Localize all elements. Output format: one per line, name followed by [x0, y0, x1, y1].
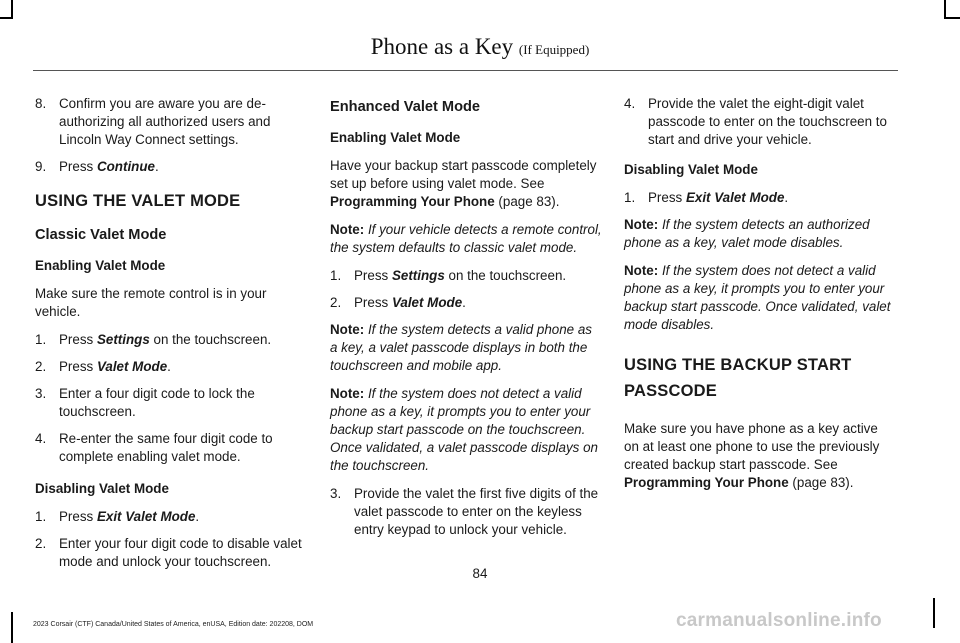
list-text: Press — [354, 268, 392, 283]
header-divider — [33, 70, 898, 71]
list-item — [35, 95, 307, 149]
menu-term: Settings — [96, 332, 150, 347]
list-number: 9. — [35, 159, 47, 174]
paragraph-text: (page 83). — [494, 194, 560, 209]
list-text: . — [154, 159, 159, 174]
paragraph: Make sure the remote control is in your vehicle. — [35, 286, 267, 319]
crop-mark-top-right-vertical — [944, 0, 946, 18]
note-label: Note: — [624, 217, 659, 232]
list-item — [624, 95, 896, 149]
list-text: Press — [59, 159, 97, 174]
subsection-heading: Enhanced Valet Mode — [330, 99, 481, 115]
list-number: 1. — [35, 332, 47, 347]
list-item — [330, 485, 602, 539]
page-title-main: Phone as a Key — [370, 34, 514, 59]
list-item — [35, 508, 307, 526]
list-text: . — [167, 359, 171, 374]
crop-mark-bottom-right-vertical — [933, 598, 935, 628]
list-number: 3. — [35, 386, 47, 401]
list-number: 2. — [35, 359, 47, 374]
subsection-heading: Classic Valet Mode — [35, 227, 167, 243]
list-item — [330, 267, 602, 285]
section-heading-line: PASSCODE — [624, 382, 717, 400]
list-text: . — [462, 295, 466, 310]
crop-mark-top-right-horizontal — [944, 17, 960, 19]
note-label: Note: — [330, 386, 365, 401]
note — [330, 321, 602, 375]
list-number: 1. — [35, 509, 47, 524]
list-text: Press — [354, 295, 392, 310]
note-label: Note: — [624, 263, 659, 278]
list-text: . — [784, 190, 789, 205]
list-text: Press — [59, 359, 97, 374]
list-text: Confirm you are aware you are de-authorizing all authorized users and Lincoln Way Connect settings. — [59, 96, 271, 147]
list-number: 3. — [330, 486, 342, 501]
list-text: Enter a four digit code to lock the touchscreen. — [59, 386, 255, 419]
note — [624, 262, 896, 334]
note — [330, 221, 602, 257]
page-title-suffix: (If Equipped) — [518, 42, 590, 57]
list-number: 2. — [35, 536, 47, 551]
note-label: Note: — [330, 222, 365, 237]
list-item — [35, 331, 307, 349]
procedure-heading: Enabling Valet Mode — [330, 130, 461, 145]
procedure-heading: Enabling Valet Mode — [35, 258, 166, 273]
crop-mark-top-left-horizontal — [0, 17, 13, 19]
paragraph — [330, 157, 602, 211]
menu-term: Settings — [391, 268, 445, 283]
menu-term: Exit Valet Mode — [685, 190, 785, 205]
list-text: Provide the valet the eight-digit valet passcode to enter on the touchscreen to start and drive your vehicle. — [648, 96, 887, 147]
page-number: 84 — [472, 566, 488, 581]
section-heading: USING THE VALET MODE — [35, 192, 241, 210]
list-item — [35, 158, 307, 176]
menu-term: Valet Mode — [96, 359, 168, 374]
procedure-heading: Disabling Valet Mode — [35, 481, 169, 496]
list-text: . — [195, 509, 200, 524]
list-item — [35, 358, 307, 376]
list-item — [35, 385, 307, 421]
page-title — [0, 34, 960, 60]
note-text: If the system does not detect a valid phone as a key, it prompts you to enter your backup start passcode on the touchscreen. Once validated, a valet passcode displays on the touchscreen. — [330, 386, 598, 473]
note-text: If your vehicle detects a remote control, the system defaults to classic valet mode. — [330, 222, 602, 255]
list-text: on the touchscreen. — [149, 332, 272, 347]
list-text: Press — [648, 190, 686, 205]
menu-term: Valet Mode — [391, 295, 463, 310]
menu-term: Exit Valet Mode — [96, 509, 196, 524]
list-text: Provide the valet the first five digits of the valet passcode to enter on the keyless entry keypad to unlock your vehicle. — [354, 486, 599, 537]
list-text: on the touchscreen. — [444, 268, 567, 283]
cross-reference-link[interactable]: Programming Your Phone — [624, 475, 789, 490]
note-label: Note: — [330, 322, 365, 337]
paragraph-text: (page 83). — [788, 475, 854, 490]
list-item — [35, 430, 307, 466]
paragraph-text: Have your backup start passcode completely set up before using valet mode. See — [330, 158, 597, 191]
section-heading-line: USING THE BACKUP START — [624, 356, 852, 374]
note-text: If the system detects a valid phone as a key, a valet passcode displays in both the touchscreen and mobile app. — [330, 322, 592, 373]
note-text: If the system detects an authorized phone as a key, valet mode disables. — [624, 217, 870, 250]
note — [624, 216, 896, 252]
column-left — [35, 95, 307, 580]
cross-reference-link[interactable]: Programming Your Phone — [330, 194, 495, 209]
note-text: If the system does not detect a valid phone as a key, it prompts you to enter your backup start passcode. Once validated, valet mode disables. — [624, 263, 891, 332]
column-right — [624, 95, 896, 502]
list-number: 8. — [35, 96, 47, 111]
paragraph-text: Make sure you have phone as a key active on at least one phone to use the previously created backup start passcode. See — [624, 421, 880, 472]
list-number: 1. — [624, 190, 636, 205]
section-heading — [624, 352, 896, 404]
list-text: Press — [59, 509, 97, 524]
column-middle — [330, 95, 602, 548]
note — [330, 385, 602, 475]
procedure-heading: Disabling Valet Mode — [624, 162, 758, 177]
list-number: 1. — [330, 268, 342, 283]
crop-mark-top-left-vertical — [11, 0, 13, 18]
list-item — [624, 189, 896, 207]
list-number: 4. — [35, 431, 47, 446]
list-item — [330, 294, 602, 312]
paragraph — [624, 420, 896, 492]
list-number: 4. — [624, 96, 636, 111]
list-text: Enter your four digit code to disable valet mode and unlock your touchscreen. — [59, 536, 302, 569]
crop-mark-bottom-left-vertical — [11, 612, 13, 643]
footer-edition-text: 2023 Corsair (CTF) Canada/United States of America, enUSA, Edition date: 202208, DOM — [33, 621, 314, 628]
list-number: 2. — [330, 295, 342, 310]
list-text: Re-enter the same four digit code to complete enabling valet mode. — [59, 431, 273, 464]
watermark: carmanualsonline.info — [676, 610, 882, 631]
menu-term: Continue — [96, 159, 155, 174]
list-text: Press — [59, 332, 97, 347]
